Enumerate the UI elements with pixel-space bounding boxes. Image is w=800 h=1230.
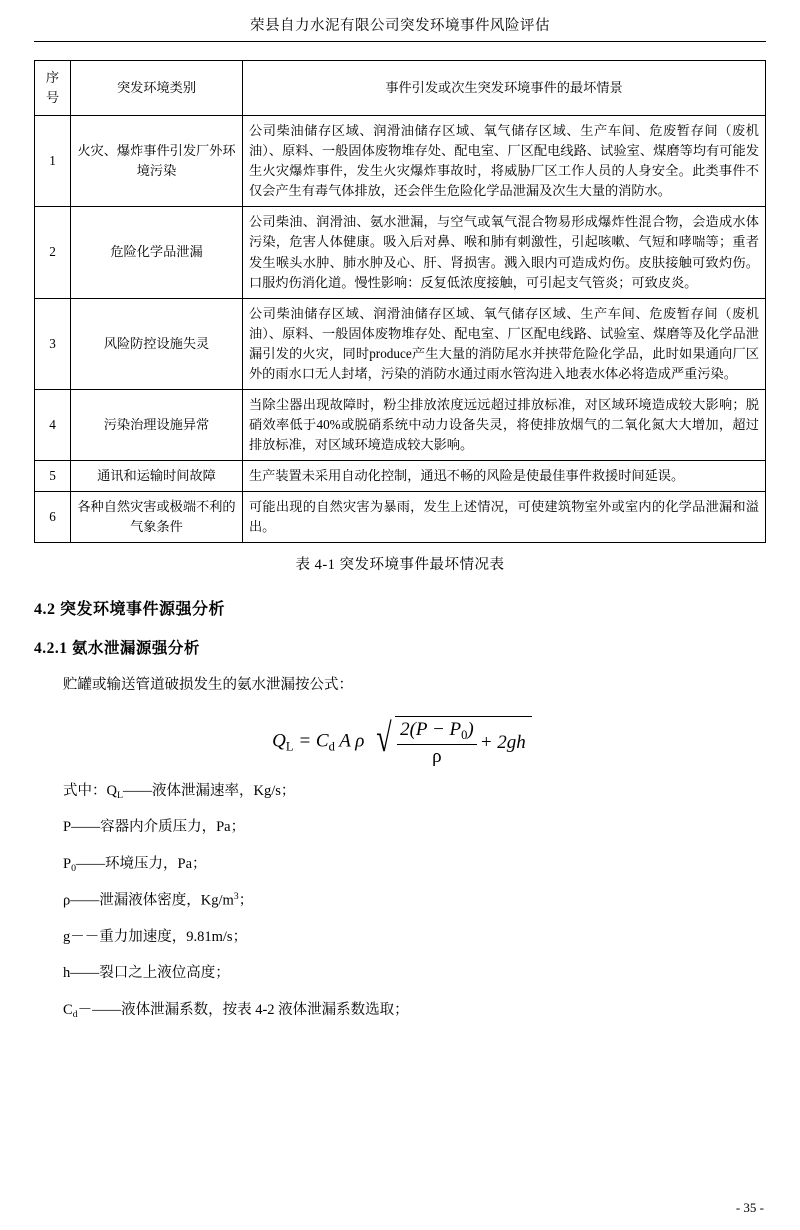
row-description: 生产装置未采用自动化控制，通迅不畅的风险是使最佳事件救援时间延误。: [243, 461, 766, 492]
symbol-row: [34, 815, 766, 840]
formula-lhs-subscript: L: [285, 739, 294, 754]
symbol-char: h: [63, 965, 71, 982]
page-number: - 35 -: [735, 1200, 764, 1215]
section-heading-4-2: 4.2 突发环境事件源强分析: [34, 601, 226, 619]
symbol-text: ——环境压力，Pa；: [76, 855, 207, 872]
formula-rho: ρ: [355, 730, 365, 752]
symbol-row: [34, 998, 766, 1023]
row-category: 风险防控设施失灵: [71, 298, 243, 389]
symbol-superscript: 3: [233, 891, 239, 903]
row-description: 公司柴油储存区域、润滑油储存区域、氧气储存区域、生产车间、危废暂存间（废机油）、原料、一般固体废物堆存处、配电室、厂区配电线路、试验室、煤磨等及化学品泄漏引发的火灾，同时produce产生大量的消防尾水并挟带危险化学品，此时如果通向厂区外的雨水口无人封堵，污染的消防水通过雨水管沟进入地表水体必将造成严重污染。: [243, 298, 766, 389]
symbol-char: ρ: [63, 892, 71, 909]
symbol-char: g: [63, 928, 71, 945]
formula-radical: [373, 716, 532, 768]
row-no: 4: [35, 389, 71, 460]
symbol-char: P: [63, 819, 72, 836]
symbol-text: ——裂口之上液位高度；: [70, 965, 230, 982]
symbols-intro: 式中：: [63, 782, 107, 799]
symbol-subscript: d: [72, 1008, 78, 1020]
symbol-row: [34, 888, 766, 914]
table-column-header-no: 序号: [35, 61, 71, 116]
row-no: 2: [35, 207, 71, 298]
table-row: [35, 461, 766, 492]
formula-area: A: [339, 730, 351, 752]
row-category: 各种自然灾害或极端不利的气象条件: [71, 492, 243, 543]
symbol-text-end: ；: [238, 892, 254, 909]
symbol-char: Q: [106, 782, 117, 799]
formula-fraction: [397, 719, 477, 768]
row-category: 污染治理设施异常: [71, 389, 243, 460]
section-paragraph: 贮罐或输送管道破损发生的氨水泄漏按公式：: [63, 677, 353, 694]
symbol-subscript: L: [116, 789, 123, 801]
row-no: 6: [35, 492, 71, 543]
table-column-header-description: 事件引发或次生突发环境事件的最坏情景: [243, 61, 766, 116]
symbol-subscript: 0: [71, 862, 76, 874]
section-heading-4-2-1: 4.2.1 氨水泄漏源强分析: [34, 640, 200, 658]
radical-sign-icon: √: [376, 714, 392, 760]
row-category: 火灾、爆炸事件引发厂外环境污染: [71, 116, 243, 207]
table-row: [35, 207, 766, 298]
numerator-text: 2(P − P: [400, 718, 462, 740]
symbol-char: P: [63, 855, 72, 872]
symbol-definitions: [34, 779, 766, 1023]
leak-rate-formula: [0, 716, 800, 768]
header-title: 荣县自力水泥有限公司突发环境事件风险评估: [250, 18, 550, 34]
formula-cd: C: [315, 730, 329, 752]
formula-equals: =: [298, 730, 312, 752]
symbol-text: ——容器内介质压力，Pa；: [71, 819, 246, 836]
numerator-subscript: 0: [461, 727, 468, 742]
row-description: 当除尘器出现故障时，粉尘排放浓度远远超过排放标准，对区域环境造成较大影响；脱硝效率低于40%或脱硝系统中动力设备失灵，将使排放烟气的二氧化氮大大增加，超过排放标准，对区域环境造成较大影响。: [243, 389, 766, 460]
symbol-row: [34, 925, 766, 950]
symbol-text: －－重力加速度，9.81m/s；: [70, 928, 248, 945]
table-header-row: [35, 61, 766, 116]
symbol-row: [34, 961, 766, 986]
row-no: 5: [35, 461, 71, 492]
table-row: [35, 389, 766, 460]
formula-fraction-numerator: [397, 719, 477, 745]
table-row: [35, 298, 766, 389]
symbol-row: [34, 779, 766, 804]
table-row: [35, 492, 766, 543]
row-description: 可能出现的自然灾害为暴雨，发生上述情况，可使建筑物室外或室内的化学品泄漏和溢出。: [243, 492, 766, 543]
risk-table: [34, 60, 766, 543]
symbol-text: －——液体泄漏系数，按表 4-2 液体泄漏系数选取；: [77, 1001, 409, 1018]
numerator-end: ): [467, 718, 474, 740]
risk-table-wrapper: [34, 60, 766, 574]
row-description: 公司柴油储存区域、润滑油储存区域、氧气储存区域、生产车间、危废暂存间（废机油）、原料、一般固体废物堆存处、配电室、厂区配电线路、试验室、煤磨等均有可能发生火灾爆炸事件，发生火灾爆炸事故时，将威胁厂区工作人员的人身安全。此类事件不仅会产生有毒气体排放，还会伴生危险化学品泄漏及次生大量的消防水。: [243, 116, 766, 207]
symbol-text: ——液体泄漏速率，Kg/s；: [123, 782, 296, 799]
table-column-header-category: 突发环境类别: [71, 61, 243, 116]
row-no: 1: [35, 116, 71, 207]
symbol-text: ——泄漏液体密度，Kg/m: [70, 892, 234, 909]
table-caption: 表 4-1 突发环境事件最坏情况表: [295, 557, 505, 574]
row-category: 通讯和运输时间故障: [71, 461, 243, 492]
formula-lhs-symbol: Q: [272, 730, 286, 752]
row-no: 3: [35, 298, 71, 389]
document-header: [0, 0, 800, 42]
formula-tail: + 2gh: [479, 732, 526, 754]
formula-cd-subscript: d: [328, 739, 335, 754]
table-row: [35, 116, 766, 207]
row-description: 公司柴油、润滑油、氨水泄漏，与空气或氧气混合物易形成爆炸性混合物，会造成水体污染，危害人体健康。吸入后对鼻、喉和肺有刺激性，引起咳嗽、气短和哮喘等；重者发生喉头水肿、肺水肿及心、肝、肾损害。溅入眼内可造成灼伤。皮肤接触可致灼伤。口服灼伤消化道。慢性影响：反复低浓度接触，可引起支气管炎；可致皮炎。: [243, 207, 766, 298]
row-category: 危险化学品泄漏: [71, 207, 243, 298]
symbol-char: C: [63, 1001, 73, 1018]
header-divider: [34, 41, 766, 42]
formula-fraction-denominator: ρ: [432, 745, 442, 767]
symbol-row: [34, 852, 766, 877]
